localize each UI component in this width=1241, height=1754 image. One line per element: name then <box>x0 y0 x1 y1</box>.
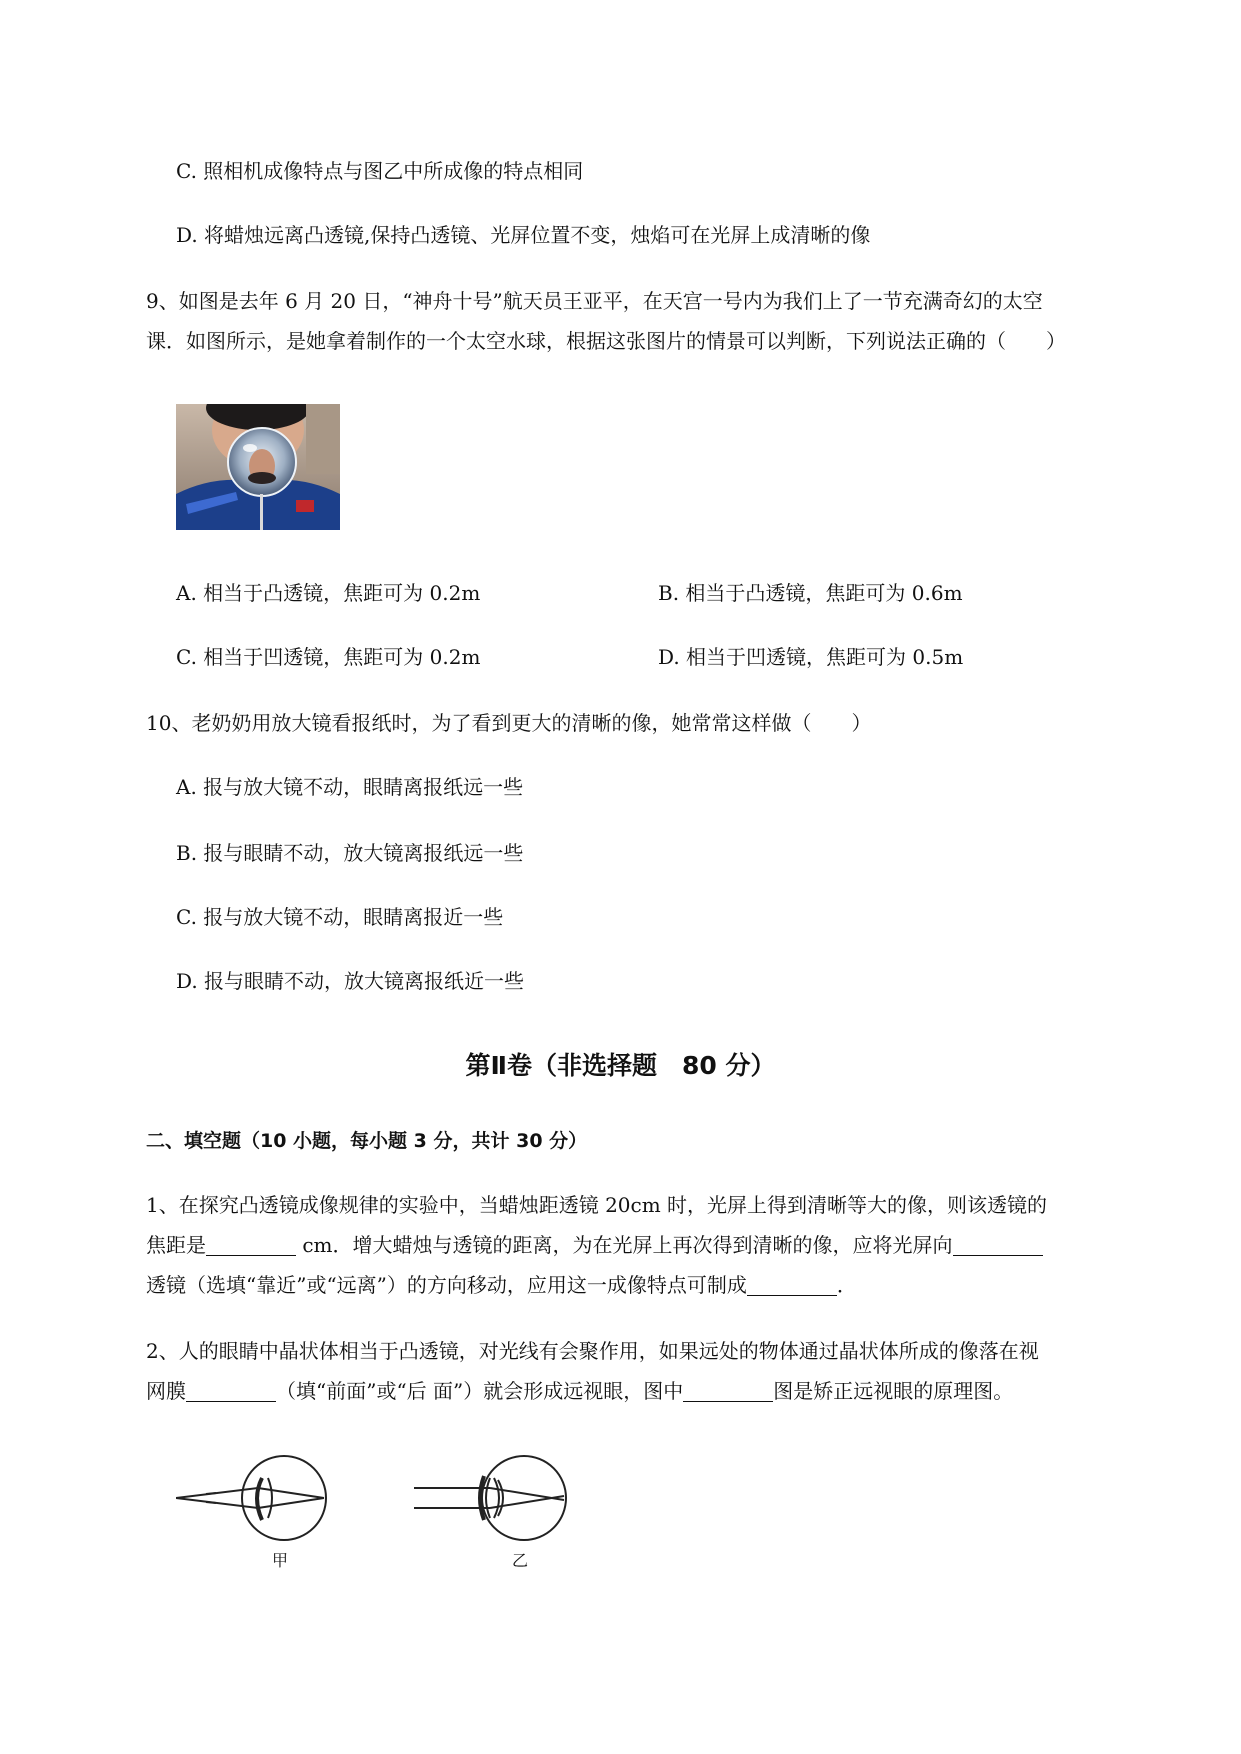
q10-option-a: A. 报与放大镜不动，眼睛离报纸远一些 <box>176 775 524 799</box>
fill1-text-a: 焦距是 <box>146 1233 206 1257</box>
fill2-text-b: （填“前面”或“后 面”）就会形成远视眼，图中 <box>276 1379 684 1403</box>
figure-label-jia: 甲 <box>272 1551 289 1570</box>
answer-blank <box>186 1381 276 1402</box>
option-c-prev: C. 照相机成像特点与图乙中所成像的特点相同 <box>176 159 584 183</box>
fill1-text-d: ． <box>836 1273 857 1297</box>
q10-stem: 10、老奶奶用放大镜看报纸时，为了看到更大的清晰的像，她常常这样做（ ） <box>146 711 872 735</box>
q9-option-d: D. 相当于凹透镜，焦距可为 0.5m <box>658 645 964 669</box>
fill1-text-c: 透镜（选填“靠近”或“远离”）的方向移动，应用这一成像特点可制成 <box>146 1273 747 1297</box>
q10-option-b: B. 报与眼睛不动，放大镜离报纸远一些 <box>176 841 524 865</box>
space-water-ball-photo <box>176 404 340 530</box>
eye-diagram-jia <box>176 1456 326 1540</box>
answer-blank <box>953 1235 1043 1256</box>
figure-label-yi: 乙 <box>512 1551 529 1570</box>
q9-stem-line2: 课．如图所示，是她拿着制作的一个太空水球，根据这张图片的情景可以判断，下列说法正确的（ ） <box>146 329 1066 353</box>
fill1-line1: 1、在探究凸透镜成像规律的实验中，当蜡烛距透镜 20cm 时，光屏上得到清晰等大的像，则该透镜的 <box>146 1193 1048 1217</box>
fill2-line2 <box>146 1378 1013 1404</box>
eye-correction-figure <box>176 1448 596 1582</box>
section-title: 二、填空题（10 小题，每小题 3 分，共计 30 分） <box>146 1130 588 1152</box>
answer-blank <box>206 1235 296 1256</box>
q9-option-c: C. 相当于凹透镜，焦距可为 0.2m <box>176 645 481 669</box>
eye-diagram-yi <box>414 1456 566 1540</box>
fill2-text-c: 图是矫正远视眼的原理图。 <box>773 1379 1014 1403</box>
option-d-prev: D. 将蜡烛远离凸透镜,保持凸透镜、光屏位置不变，烛焰可在光屏上成清晰的像 <box>176 223 871 247</box>
q9-option-b: B. 相当于凸透镜，焦距可为 0.6m <box>658 581 963 605</box>
fill1-line2 <box>146 1232 1043 1258</box>
part2-title: 第Ⅱ卷（非选择题 80 分） <box>465 1051 776 1080</box>
answer-blank <box>683 1381 773 1402</box>
answer-blank <box>747 1275 837 1296</box>
fill2-line1: 2、人的眼睛中晶状体相当于凸透镜，对光线有会聚作用，如果远处的物体通过晶状体所成的像落在视 <box>146 1339 1039 1363</box>
fill1-text-b: cm．增大蜡烛与透镜的距离，为在光屏上再次得到清晰的像，应将光屏向 <box>296 1233 953 1257</box>
q10-option-c: C. 报与放大镜不动，眼睛离报近一些 <box>176 905 504 929</box>
fill2-text-a: 网膜 <box>146 1379 186 1403</box>
q9-stem-line1: 9、如图是去年 6 月 20 日，“神舟十号”航天员王亚平，在天宫一号内为我们上了一节充满奇幻的太空 <box>146 289 1043 313</box>
q9-option-a: A. 相当于凸透镜，焦距可为 0.2m <box>176 581 481 605</box>
q10-option-d: D. 报与眼睛不动，放大镜离报纸近一些 <box>176 969 525 993</box>
fill1-line3 <box>146 1272 857 1298</box>
